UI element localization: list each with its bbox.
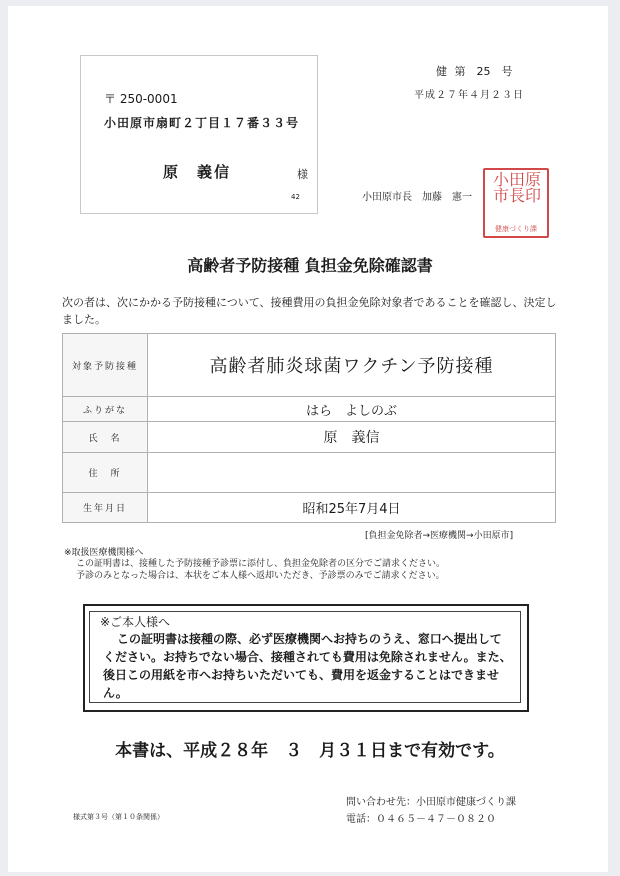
honorific: 様 xyxy=(297,168,308,181)
vaccination-info-table xyxy=(62,333,556,523)
recipient-name: 原 義信 xyxy=(163,163,232,181)
row-label: ふりがな xyxy=(63,397,148,422)
row-label: 対象予防接種 xyxy=(63,334,148,397)
birthdate-value: 昭和25年7月4日 xyxy=(148,493,556,523)
name-value: 原 義信 xyxy=(148,422,556,453)
validity-statement: 本書は、平成２８年 ３ 月３１日まで有効です。 xyxy=(115,741,505,761)
medical-institution-heading: ※取扱医療機関様へ xyxy=(64,548,144,558)
table-row xyxy=(63,334,556,397)
table-row xyxy=(63,453,556,493)
form-identifier: 様式第３号（第１０条関係） xyxy=(73,813,164,821)
redaction-mask xyxy=(215,460,489,482)
row-label: 生年月日 xyxy=(63,493,148,523)
issue-date: 平成２７年４月２３日 xyxy=(414,90,524,101)
sorting-code: 42 xyxy=(291,193,300,201)
document-number: 健 第 25 号 xyxy=(436,65,513,78)
contact-info: 問い合わせ先：小田原市健康づくり課 xyxy=(346,797,516,808)
row-label: 氏 名 xyxy=(63,422,148,453)
address-window-frame xyxy=(80,55,318,214)
phone-number: 電話：０４６５－４７－０８２０ xyxy=(346,814,496,825)
furigana-value: はら よしのぶ xyxy=(148,397,556,422)
address-value xyxy=(148,453,556,493)
official-seal-stamp xyxy=(483,168,549,238)
table-row xyxy=(63,397,556,422)
table-row xyxy=(63,422,556,453)
row-label: 住 所 xyxy=(63,453,148,493)
table-row xyxy=(63,493,556,523)
notice-heading: ※ご本人様へ xyxy=(100,615,171,629)
seal-subtext: 健康づくり課 xyxy=(495,225,537,233)
vaccination-type-value: 高齢者肺炎球菌ワクチン予防接種 xyxy=(148,334,556,397)
notice-body: この証明書は接種の際、必ず医療機関へお持ちのうえ、窓口へ提出してください。お持ちでない場合、接種されても費用は免除されません。また、後日この用紙を市へお持ちいただいても、費用を返金することはできません。 xyxy=(103,632,512,700)
postal-code: 〒 250-0001 xyxy=(104,92,178,106)
medical-institution-note-2: 予診のみとなった場合は、本状をご本人様へ返却いただき、予診票のみでご請求ください。 xyxy=(76,571,445,581)
medical-institution-note-1: この証明書は、接種した予防接種予診票に添付し、負担金免除者の区分でご請求ください。 xyxy=(76,559,446,569)
intro-paragraph: 次の者は、次にかかる予防接種について、接種費用の負担金免除対象者であることを確認し、決定しました。 xyxy=(62,296,557,326)
document-title: 高齢者予防接種 負担金免除確認書 xyxy=(187,256,433,275)
street-address: 小田原市扇町２丁目１７番３３号 xyxy=(104,116,300,130)
document-flow-note: [負担金免除者→医療機関→小田原市] xyxy=(365,531,514,541)
mayor-name: 小田原市長 加藤 憲一 xyxy=(362,192,472,203)
seal-characters: 小田原市長印 xyxy=(492,170,541,205)
